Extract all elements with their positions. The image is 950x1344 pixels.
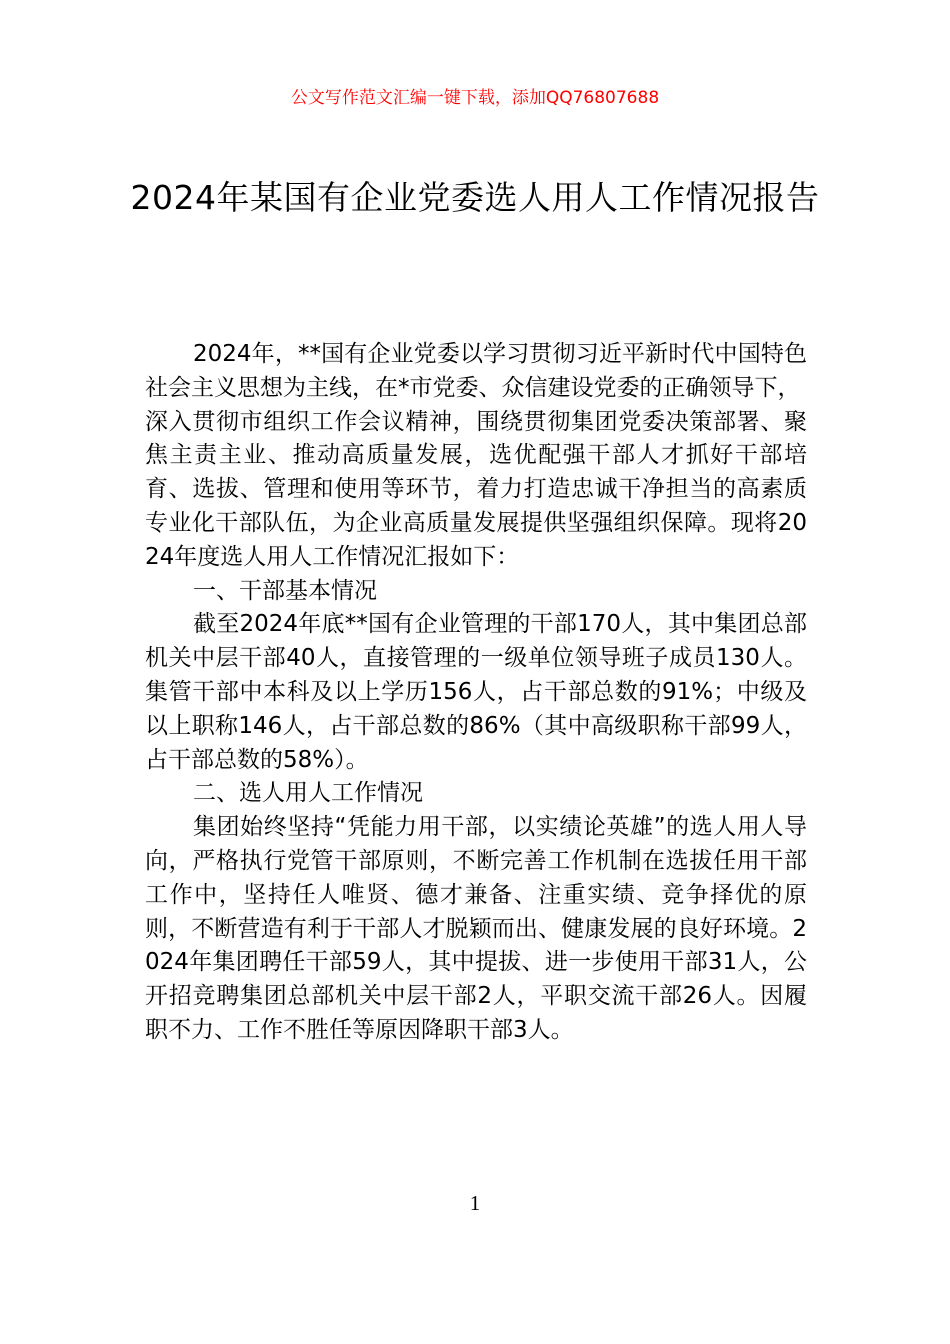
- section-heading-2: 二、选人用人工作情况: [193, 780, 423, 807]
- document-title: 2024年某国有企业党委选人用人工作情况报告: [130, 178, 820, 217]
- paragraph-intro: 2024年，**国有企业党委以学习贯彻习近平新时代中国特色社会主义思想为主线，在*市党委、众信建设党委的正确领导下，: [145, 341, 807, 401]
- document-body: [145, 338, 807, 1048]
- promo-banner: 公文写作范文汇编一键下载，添加QQ76807688: [290, 88, 660, 108]
- section-heading-1: 一、干部基本情况: [193, 577, 377, 604]
- paragraph-cadre-stats: 截至2024年底**国有企业管理的干部170人，其中集团总部机关中层干部40人，直接管理的一级单位领导班子成员130人。集管干部中本科及以上学历156人，占干部总数的91%；中级及以上职称146人，占干部总数的86%（其中高级职称干部99人，占干部总数的58%）。: [145, 611, 807, 773]
- paragraph-selection-work: 集团始终坚持“凭能力用干部，以实绩论英雄”的选人用人导向，严格执行党管干部原则，不断完善工作机制在选拔任用干部工作中，坚持任人唯贤、德才兼备、注重实绩、竞争择优的原则，不断营造有利于干部人才脱颖而出、健康发展的良好环境。2024年集团聘任干部59人，其中提拔、进一步使用干部31人，公开招竞聘集团总部机关中层干部2人，平职交流干部26人。因履职不力、工作不胜任等原因降职干部3人。: [145, 814, 807, 1043]
- page-number: 1: [469, 1191, 481, 1215]
- paragraph-intro-continued: 深入贯彻市组织工作会议精神，围绕贯彻集团党委决策部署、聚焦主责主业、推动高质量发展，选优配强干部人才抓好干部培育、选拔、管理和使用等环节，着力打造忠诚干净担当的高素质专业化干部队伍，为企业高质量发展提供坚强组织保障。现将2024年度选人用人工作情况汇报如下：: [145, 408, 807, 570]
